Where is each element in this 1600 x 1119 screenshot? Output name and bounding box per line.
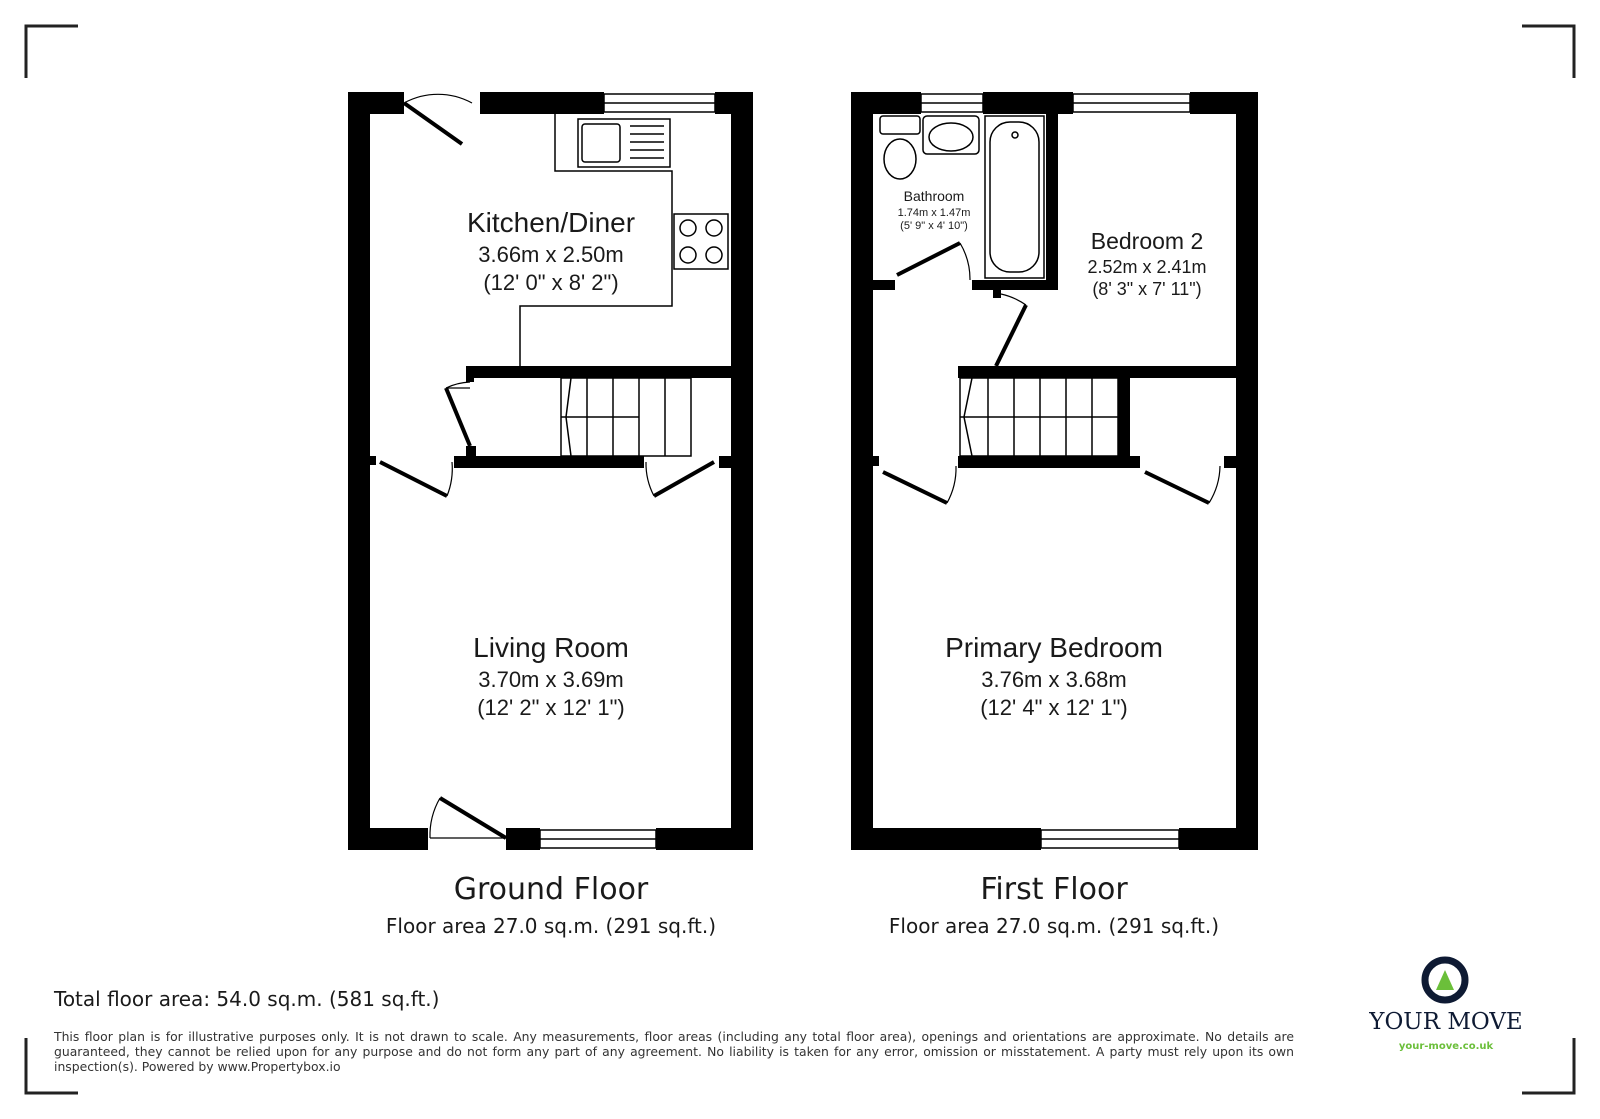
first-floor-title: First Floor xyxy=(980,872,1128,907)
bath-icon xyxy=(985,116,1044,278)
bedroom2-name: Bedroom 2 xyxy=(1090,228,1204,254)
disclaimer-text: This floor plan is for illustrative purposes only. It is not drawn to scale. Any measurements, floor areas (including any total floor area), openings and orientations are approximate. No details are guaranteed, they cannot be relied upon for any purpose and do not form any part of any agreement. No liability is taken for any error, omission or misstatement. A party must rely upon its own inspection(s). Powered by www.Propertybox.io xyxy=(54,1029,1294,1074)
ground-floor-area: Floor area 27.0 sq.m. (291 sq.ft.) xyxy=(385,914,717,938)
first-floor-area: Floor area 27.0 sq.m. (291 sq.ft.) xyxy=(888,914,1220,938)
ground-stairs xyxy=(561,378,691,456)
living-name: Living Room xyxy=(473,632,629,663)
bathroom-name: Bathroom xyxy=(903,188,965,204)
primary-bedroom-size-metric: 3.76m x 3.68m xyxy=(981,667,1127,692)
ground-floor-title: Ground Floor xyxy=(453,872,649,907)
kitchen-size-imperial: (12' 0" x 8' 2") xyxy=(483,270,619,295)
crop-marks xyxy=(26,26,1574,1093)
brand-name: YOUR MOVE xyxy=(1369,1009,1523,1035)
first-floor-plan xyxy=(851,92,1258,850)
basin-icon xyxy=(923,116,979,154)
ground-outer-walls xyxy=(348,92,753,850)
ground-floor-plan xyxy=(348,92,753,850)
toilet-icon xyxy=(880,116,920,179)
your-move-logo xyxy=(1362,955,1542,1065)
kitchen-worktop xyxy=(520,114,672,366)
bathroom-size-metric: 1.74m x 1.47m xyxy=(897,207,971,219)
bedroom2-size-imperial: (8' 3" x 7' 11") xyxy=(1092,279,1202,299)
living-size-imperial: (12' 2" x 12' 1") xyxy=(477,695,625,720)
total-floor-area: Total floor area: 54.0 sq.m. (581 sq.ft.) xyxy=(54,987,440,1011)
logo-triangle-icon xyxy=(1436,970,1454,990)
kitchen-name: Kitchen/Diner xyxy=(466,207,636,238)
first-stairs xyxy=(960,378,1118,456)
hob-icon xyxy=(674,214,728,269)
bathroom-size-imperial: (5' 9" x 4' 10") xyxy=(900,220,968,232)
bedroom2-size-metric: 2.52m x 2.41m xyxy=(1087,257,1207,277)
kitchen-size-metric: 3.66m x 2.50m xyxy=(478,242,624,267)
ground-interior-walls xyxy=(370,366,731,468)
primary-bedroom-size-imperial: (12' 4" x 12' 1") xyxy=(980,695,1128,720)
sink-icon xyxy=(578,119,670,167)
living-size-metric: 3.70m x 3.69m xyxy=(478,667,624,692)
primary-bedroom-name: Primary Bedroom xyxy=(945,632,1163,663)
brand-url: your-move.co.uk xyxy=(1398,1041,1494,1052)
